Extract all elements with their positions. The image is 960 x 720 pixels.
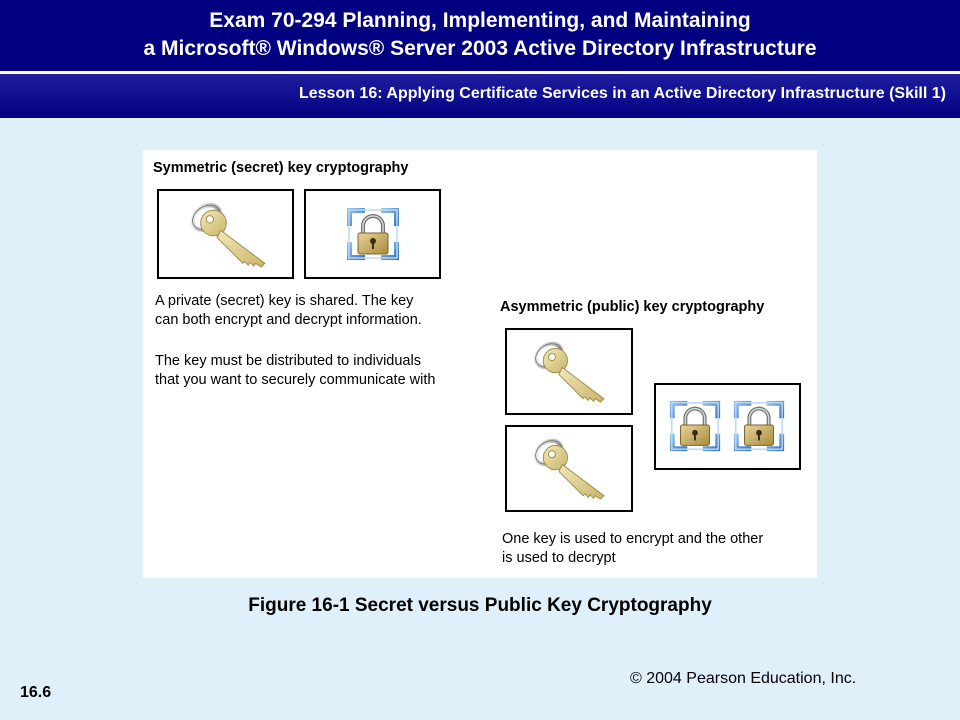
slide-header [0,0,960,71]
symmetric-lock-frame [304,189,441,279]
slide-number: 16.6 [20,684,52,701]
symmetric-text-line-4: that you want to securely communicate with [155,372,436,388]
asymmetric-lock-frame [654,383,801,470]
symmetric-text-line-3: The key must be distributed to individuals [155,353,421,369]
symmetric-text-line-2: can both encrypt and decrypt information. [155,312,422,328]
figure-panel [143,150,817,578]
key-icon [175,197,285,271]
lesson-title: Lesson 16: Applying Certificate Services in an Active Directory Infrastructure (Skill 1) [298,85,946,102]
key-icon [519,433,623,503]
asymmetric-key-frame-1 [505,328,633,415]
lesson-bar [0,74,960,118]
asymmetric-text-line-1: One key is used to encrypt and the other [502,531,764,547]
asymmetric-heading: Asymmetric (public) key cryptography [500,299,765,315]
symmetric-text-line-1: A private (secret) key is shared. The key [155,293,414,309]
symmetric-heading: Symmetric (secret) key cryptography [153,160,409,176]
copyright-notice: © 2004 Pearson Education, Inc. [630,670,857,687]
asymmetric-text-line-2: is used to decrypt [502,550,616,566]
symmetric-key-frame [157,189,294,279]
slide-title-line-1: Exam 70-294 Planning, Implementing, and Maintaining [209,9,751,32]
asymmetric-key-frame-2 [505,425,633,512]
padlock-icon [343,204,403,264]
padlock-icon [666,397,724,455]
key-icon [519,336,623,406]
figure-caption: Figure 16-1 Secret versus Public Key Cryptography [248,595,712,616]
slide-title-line-2: a Microsoft® Windows® Server 2003 Active Directory Infrastructure [143,37,817,60]
padlock-icon [730,397,788,455]
